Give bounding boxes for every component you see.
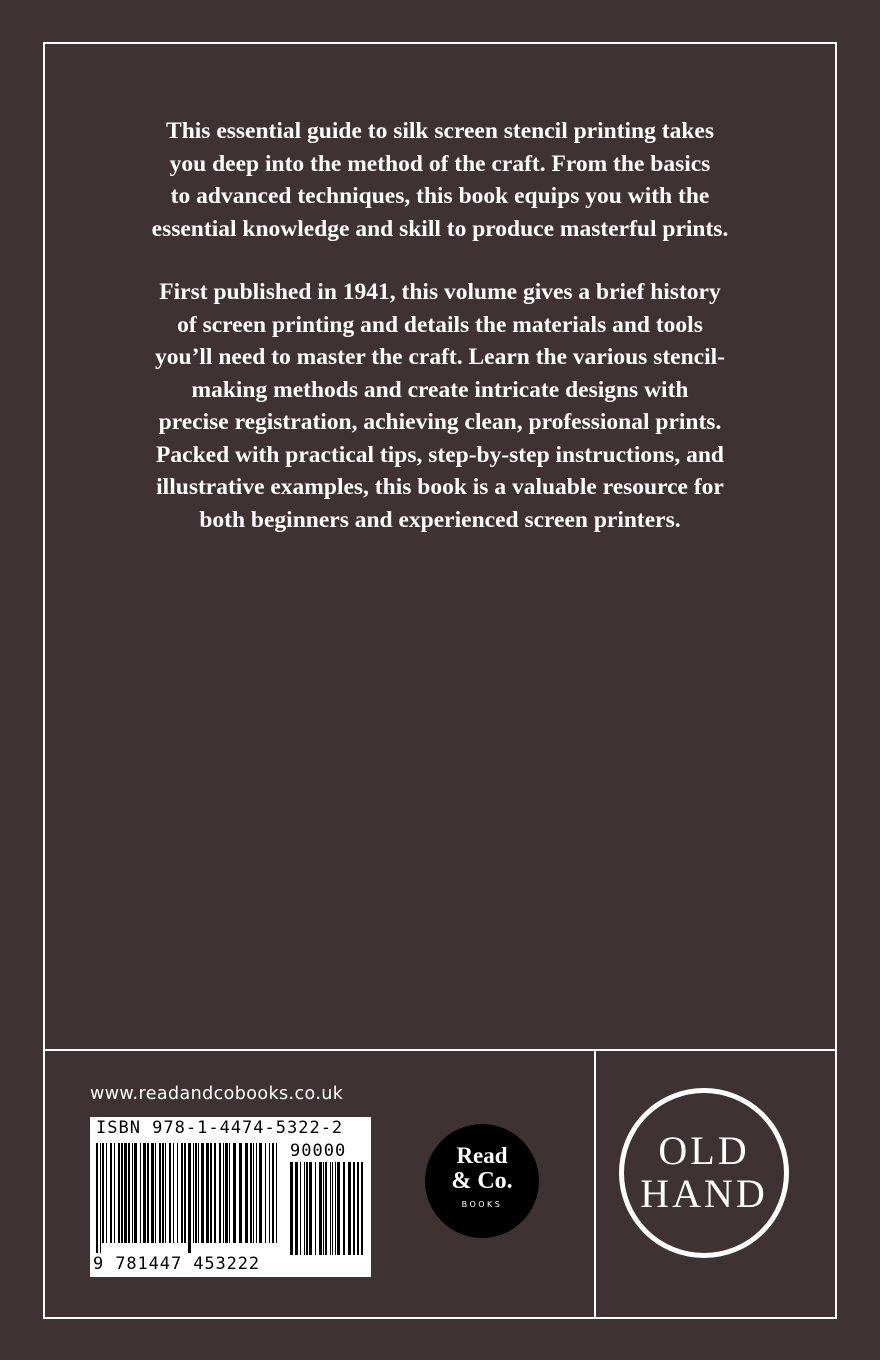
barcode-bar — [239, 1143, 242, 1243]
barcode-bar — [335, 1162, 336, 1255]
barcode-bar — [159, 1143, 161, 1243]
barcode-bar — [353, 1162, 355, 1255]
old-hand-logo — [619, 1088, 789, 1258]
barcode-bar — [233, 1143, 236, 1243]
old-hand-logo-hand: HAND — [640, 1171, 768, 1216]
read-and-co-logo-read: Read — [456, 1143, 508, 1168]
barcode-bar — [188, 1143, 191, 1253]
blurb-line: of screen printing and details the materials and tools — [177, 311, 703, 338]
barcode-bar — [147, 1143, 149, 1243]
blurb-line: Packed with practical tips, step-by-step instructions, and — [156, 441, 724, 468]
blurb-line: to advanced techniques, this book equips you with the — [170, 183, 710, 209]
barcode-bar — [124, 1143, 127, 1243]
read-and-co-logo-books: BOOKS — [461, 1200, 503, 1209]
barcode-bar — [177, 1143, 178, 1243]
barcode-bar — [195, 1143, 197, 1243]
barcode-bar — [201, 1143, 204, 1243]
barcode-bar — [106, 1143, 107, 1243]
barcode-bar — [206, 1143, 209, 1243]
barcode-bar — [357, 1162, 359, 1255]
barcode-bars — [96, 1143, 282, 1253]
barcode-bar — [223, 1143, 224, 1243]
barcode-bar — [225, 1143, 228, 1243]
blurb-line: This essential guide to silk screen stencil printing takes — [166, 118, 714, 144]
barcode-bar — [315, 1162, 316, 1255]
barcode-bar — [96, 1143, 98, 1253]
barcode-bar — [184, 1143, 186, 1243]
barcode-bar — [343, 1162, 345, 1255]
barcode-price-code: 90000 — [290, 1141, 347, 1161]
barcode-bar — [348, 1162, 351, 1255]
barcode-digits: 9 781447 453222 — [93, 1254, 261, 1274]
barcode-bar — [253, 1143, 254, 1243]
barcode-bar — [210, 1143, 212, 1243]
barcode-bar — [173, 1143, 174, 1243]
barcode-bar — [110, 1143, 112, 1243]
barcode-bar — [162, 1143, 164, 1243]
barcode-bar — [256, 1143, 257, 1243]
blurb-line: First published in 1941, this volume gives a brief history — [159, 279, 721, 305]
blurb-line: illustrative examples, this book is a valuable resource for — [156, 474, 724, 500]
old-hand-logo-old: OLD — [658, 1128, 750, 1173]
barcode-bar — [114, 1143, 115, 1243]
barcode-bar — [250, 1143, 252, 1243]
barcode-bar — [319, 1162, 322, 1255]
barcode-bar — [304, 1162, 305, 1255]
blurb-line: both beginners and experienced screen printers. — [199, 506, 681, 533]
blurb-line: making methods and create intricate designs with — [191, 376, 689, 403]
barcode-bar — [169, 1143, 171, 1243]
barcode-bar — [300, 1162, 301, 1255]
barcode-bar — [295, 1162, 298, 1255]
barcode-bar — [306, 1162, 308, 1255]
barcode-bar — [100, 1143, 101, 1253]
barcode-bar — [259, 1143, 262, 1243]
barcode-bar — [309, 1162, 312, 1255]
barcode-bar — [269, 1143, 270, 1243]
barcode-bar — [276, 1143, 277, 1243]
isbn-barcode — [90, 1117, 371, 1277]
barcode-bar — [140, 1143, 141, 1243]
barcode-bar — [128, 1143, 130, 1243]
barcode-bar — [337, 1162, 340, 1255]
blurb-paragraph-2 — [90, 276, 790, 536]
barcode-bar — [193, 1143, 194, 1243]
blurb-line: you’ll need to master the craft. Learn the various stencil- — [155, 344, 725, 370]
barcode-bar — [165, 1143, 166, 1243]
barcode-addon-bars — [290, 1162, 364, 1255]
barcode-bar — [290, 1162, 293, 1255]
barcode-bar — [132, 1143, 133, 1243]
barcode-bar — [121, 1143, 123, 1243]
publisher-website: www.readandcobooks.co.uk — [90, 1084, 344, 1104]
barcode-bar — [181, 1143, 183, 1243]
blurb-line: precise registration, achieving clean, professional prints. — [158, 409, 722, 435]
barcode-bar — [198, 1143, 199, 1243]
barcode-bar — [272, 1143, 274, 1243]
barcode-bar — [245, 1143, 248, 1243]
barcode-bar — [155, 1143, 156, 1243]
barcode-bar — [332, 1162, 333, 1255]
barcode-bar — [143, 1143, 146, 1243]
blurb-line: essential knowledge and skill to produce masterful prints. — [151, 215, 729, 242]
read-and-co-logo-co: & Co. — [451, 1168, 513, 1194]
barcode-bar — [229, 1143, 230, 1243]
barcode-bar — [151, 1143, 154, 1243]
barcode-bar — [134, 1143, 137, 1243]
blurb-paragraph-1 — [90, 115, 790, 245]
barcode-bar — [219, 1143, 221, 1243]
isbn-label: ISBN 978-1-4474-5322-2 — [96, 1118, 344, 1138]
barcode-bar — [265, 1143, 266, 1243]
barcode-bar — [214, 1143, 216, 1243]
barcode-bar — [330, 1162, 331, 1255]
barcode-bar — [323, 1162, 324, 1255]
barcode-bar — [361, 1162, 363, 1255]
barcode-bar — [102, 1143, 104, 1243]
blurb-line: you deep into the method of the craft. From the basics — [169, 150, 711, 177]
barcode-bar — [325, 1162, 327, 1255]
read-and-co-logo — [425, 1124, 539, 1238]
barcode-bar — [118, 1143, 120, 1243]
